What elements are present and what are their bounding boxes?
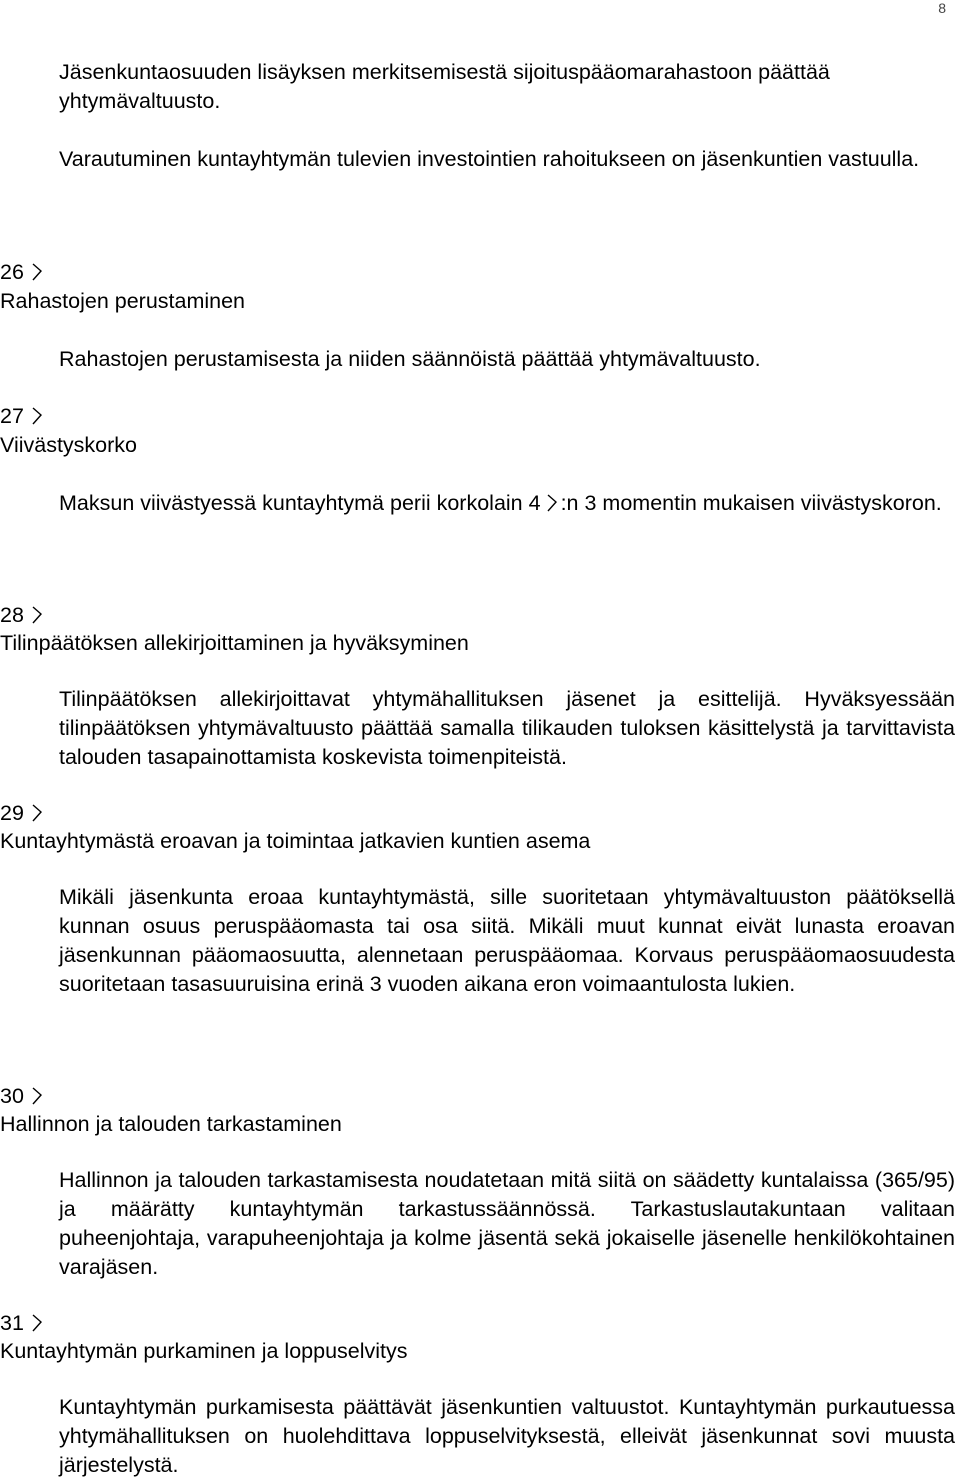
section-body: Tilinpäätöksen allekirjoittavat yhtymähallituksen jäsenet ja esittelijä. Hyväksyessään tilinpäätöksen yhtymävaltuusto päättää samalla tilikauden tuloksen käsittelystä ja tarvittavista talouden tasapainottamista koskevista toimenpiteistä. bbox=[59, 687, 955, 769]
section-number bbox=[0, 1309, 44, 1338]
section-body: Mikäli jäsenkunta eroaa kuntayhtymästä, sille suoritetaan yhtymävaltuuston päätöksellä kunnan osuus peruspääomasta tai osa siitä. Mikäli muut kunnat eivät lunasta eroavan jäsenkunnan pääomaosuutta, alennetaan peruspääomaa. Korvaus peruspääomaosuudesta suoritetaan tasasuuruisina erinä 3 vuoden aikana eron voimaantulosta lukien. bbox=[59, 885, 955, 996]
section-body: Hallinnon ja talouden tarkastamisesta noudatetaan mitä siitä on säädetty kuntalaissa (365/95) ja määrätty kuntayhtymän tarkastussäännössä. Tarkastuslautakuntaan valitaan puheenjohtaja, varapuheenjohtaja ja kolme jäsentä sekä jokaiselle jäsenelle henkilökohtainen varajäsen. bbox=[59, 1168, 955, 1279]
section-number bbox=[0, 258, 44, 287]
section-body bbox=[59, 489, 955, 518]
section-title: Kuntayhtymän purkaminen ja loppuselvitys bbox=[0, 1339, 408, 1363]
section-number-text: 28 bbox=[0, 603, 24, 627]
section-body: Kuntayhtymän purkamisesta päättävät jäsenkuntien valtuustot. Kuntayhtymän purkautuessa yhtymähallituksen on huolehdittava loppuselvityksestä, elleivät jäsenkunnat sovi muusta järjestelystä. bbox=[59, 1395, 955, 1477]
section-number-text: 30 bbox=[0, 1084, 24, 1108]
section-sign-icon bbox=[30, 1313, 44, 1333]
section-title: Kuntayhtymästä eroavan ja toimintaa jatkavien kuntien asema bbox=[0, 829, 591, 853]
section-title: Rahastojen perustaminen bbox=[0, 289, 246, 313]
section-body-part: :n 3 momentin mukaisen viivästyskoron. bbox=[560, 491, 942, 515]
section-body: Rahastojen perustamisesta ja niiden säännöistä päättää yhtymävaltuusto. bbox=[59, 347, 761, 371]
section-sign-icon bbox=[30, 1086, 44, 1106]
section-title: Hallinnon ja talouden tarkastaminen bbox=[0, 1112, 342, 1136]
section-sign-icon bbox=[30, 605, 44, 625]
section-title: Tilinpäätöksen allekirjoittaminen ja hyväksyminen bbox=[0, 631, 469, 655]
intro-paragraph: Jäsenkuntaosuuden lisäyksen merkitsemisestä sijoituspääomarahastoon päättää yhtymävaltuusto. bbox=[59, 60, 830, 113]
section-sign-icon bbox=[30, 262, 44, 282]
section-number-text: 27 bbox=[0, 404, 24, 428]
section-number bbox=[0, 402, 44, 431]
section-title: Viivästyskorko bbox=[0, 433, 138, 457]
section-sign-icon bbox=[30, 406, 44, 426]
section-number bbox=[0, 601, 44, 630]
section-number-text: 29 bbox=[0, 801, 24, 825]
page-number: 8 bbox=[938, 0, 946, 16]
section-number bbox=[0, 799, 44, 828]
section-body-part: Maksun viivästyessä kuntayhtymä perii korkolain 4 bbox=[59, 491, 541, 515]
section-number-text: 26 bbox=[0, 260, 24, 284]
intro-paragraph: Varautuminen kuntayhtymän tulevien investointien rahoitukseen on jäsenkuntien vastuulla. bbox=[59, 147, 920, 171]
section-number-text: 31 bbox=[0, 1311, 24, 1335]
section-number bbox=[0, 1082, 44, 1111]
section-sign-icon bbox=[30, 803, 44, 823]
section-sign-icon bbox=[545, 493, 559, 513]
